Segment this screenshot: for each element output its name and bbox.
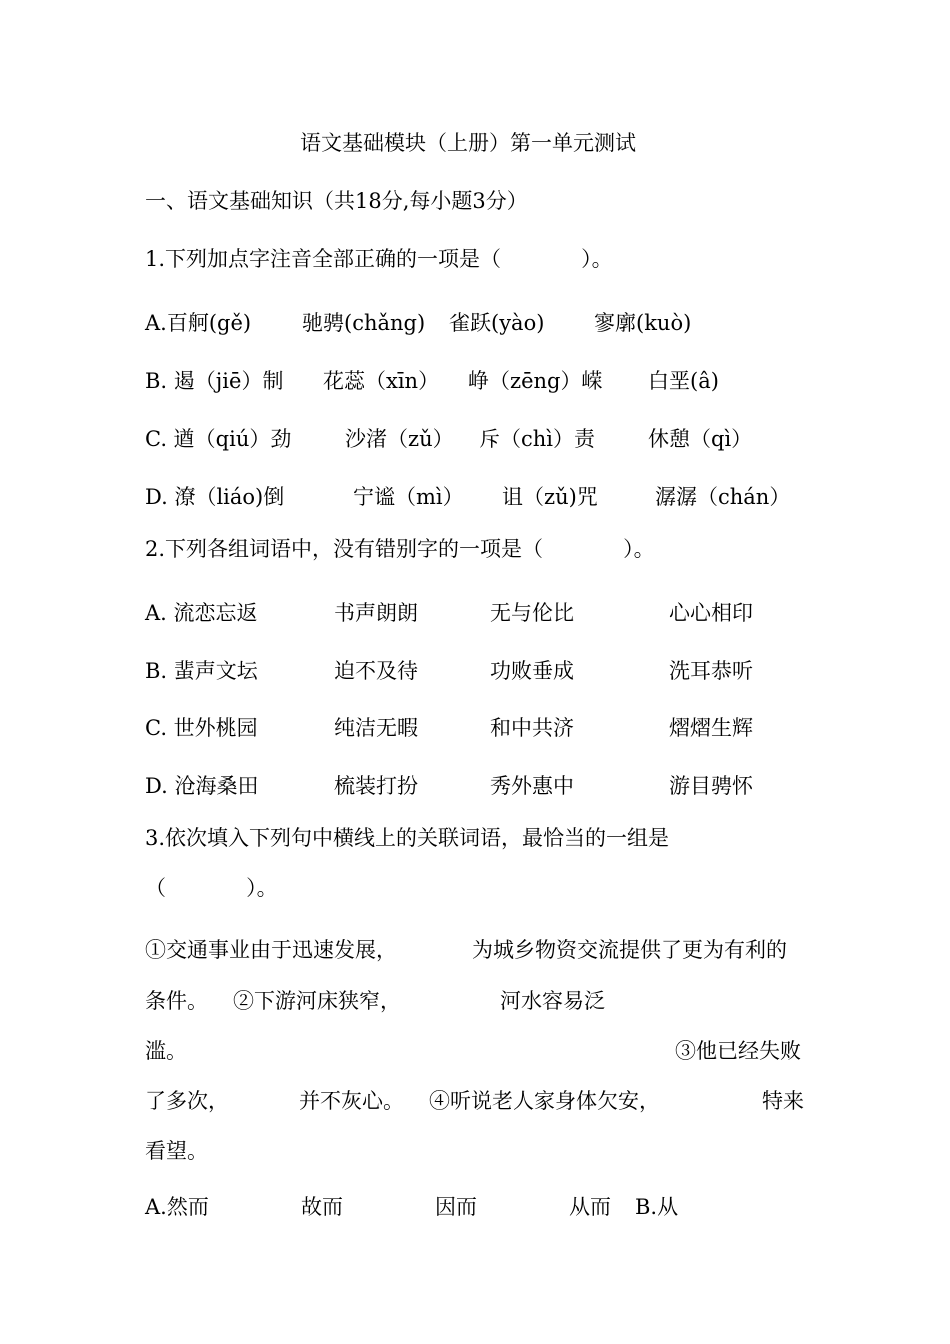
- q2d-item-4: 游目骋怀: [669, 774, 753, 798]
- q3-sentence-4b: 并不灰心。: [299, 1089, 404, 1113]
- q3-sentence-5: 看望。: [145, 1139, 208, 1163]
- q3-sentence-2c: 河水容易泛: [500, 989, 605, 1013]
- q3-sentence-4d: 特来: [762, 1089, 804, 1113]
- q2c-item-3: 和中共济: [490, 716, 574, 740]
- q1b-item-4: 白垩(â): [648, 369, 719, 393]
- q2b-item-3: 功败垂成: [490, 659, 574, 683]
- q1d-item-1: D. 潦（liáo)倒: [145, 485, 285, 509]
- q2d-item-3: 秀外惠中: [490, 774, 574, 798]
- q3-sentence-2b: ②下游河床狭窄，: [233, 989, 401, 1013]
- q3-sentence-4c: ④听说老人家身体欠安，: [429, 1089, 660, 1113]
- q3-sentence-1a: ①交通事业由于迅速发展，: [145, 938, 397, 962]
- q2c-item-1: C. 世外桃园: [145, 716, 258, 740]
- q3-sentence-3a: 滥。: [145, 1039, 187, 1063]
- q3-sentence-1b: 为城乡物资交流提供了更为有利的: [472, 938, 787, 962]
- q3-sentence-2a: 条件。: [145, 989, 208, 1013]
- q2a-item-3: 无与伦比: [490, 601, 574, 625]
- q1c-item-3: 斥（chì）责: [479, 427, 596, 451]
- q2d-item-1: D. 沧海桑田: [145, 774, 259, 798]
- question-2-stem: 2.下列各组词语中，没有错别字的一项是（ ）。: [145, 537, 655, 561]
- q3a-item-2: 故而: [301, 1195, 343, 1219]
- q3-sentence-3b: ③他已经失败: [675, 1039, 801, 1063]
- q3a-item-3: 因而: [435, 1195, 477, 1219]
- q1b-item-2: 花蕊（xīn）: [323, 369, 440, 393]
- q1a-item-3: 雀跃(yào): [449, 311, 545, 335]
- q1d-item-2: 宁谧（mì）: [353, 485, 464, 509]
- page-title: 语文基础模块（上册）第一单元测试: [300, 131, 636, 155]
- q2b-item-2: 迫不及待: [334, 659, 418, 683]
- q2a-item-1: A. 流恋忘返: [145, 601, 258, 625]
- q1c-item-2: 沙渚（zǔ）: [345, 427, 454, 451]
- q2a-item-4: 心心相印: [669, 601, 753, 625]
- question-3-answer-paren: （ ）。: [145, 876, 278, 900]
- q3a-item-1: A.然而: [145, 1195, 209, 1219]
- q2b-item-1: B. 蜚声文坛: [145, 659, 258, 683]
- q1c-item-1: C. 遒（qiú）劲: [145, 427, 292, 451]
- q3-sentence-4a: 了多次，: [145, 1089, 229, 1113]
- q2b-item-4: 洗耳恭听: [669, 659, 753, 683]
- q1a-item-4: 寥廓(kuò): [594, 311, 692, 335]
- q1a-item-1: A.百舸(gě): [145, 311, 252, 335]
- q1b-item-1: B. 遏（jiē）制: [145, 369, 284, 393]
- q2d-item-2: 梳装打扮: [334, 774, 418, 798]
- q2c-item-2: 纯洁无暇: [334, 716, 418, 740]
- q1b-item-3: 峥（zēng）嵘: [468, 369, 603, 393]
- q3a-item-4: 从而: [569, 1195, 611, 1219]
- q1d-item-3: 诅（zǔ)咒: [502, 485, 598, 509]
- question-3-stem: 3.依次填入下列句中横线上的关联词语，最恰当的一组是: [145, 826, 670, 850]
- question-1-stem: 1.下列加点字注音全部正确的一项是（ ）。: [145, 247, 613, 271]
- q2c-item-4: 熠熠生辉: [669, 716, 753, 740]
- q1d-item-4: 潺潺（chán）: [655, 485, 791, 509]
- q3-option-b-start: B.从: [635, 1195, 679, 1219]
- q1a-item-2: 驰骋(chǎng): [302, 311, 426, 335]
- q1c-item-4: 休憩（qì）: [648, 427, 753, 451]
- q2a-item-2: 书声朗朗: [334, 601, 418, 625]
- section-heading: 一、语文基础知识（共18分,每小题3分）: [145, 189, 528, 213]
